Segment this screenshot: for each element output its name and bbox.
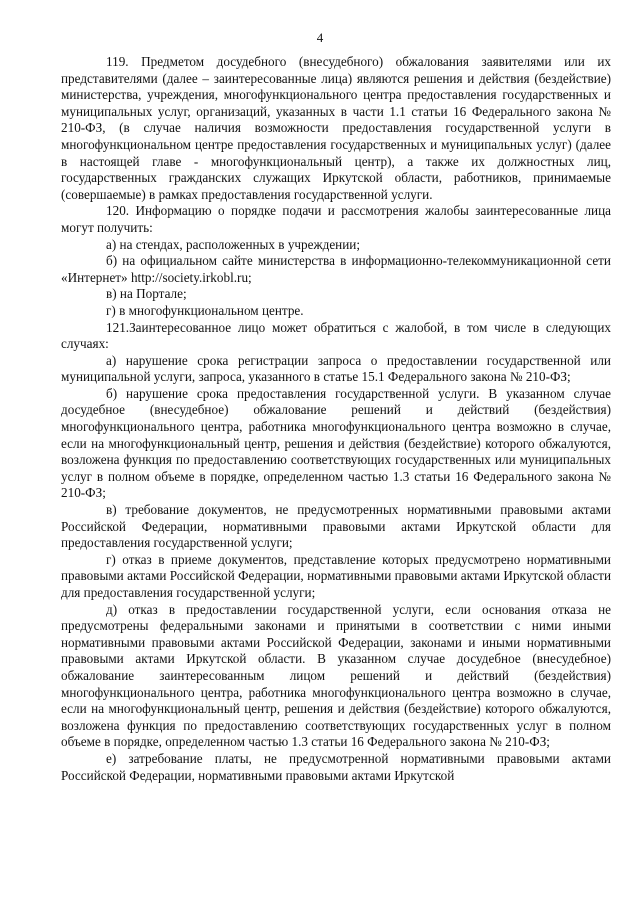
paragraph-121: 121.Заинтересованное лицо может обратиться с жалобой, в том числе в следующих случаях: (61, 319, 611, 352)
list-item-120-g: г) в многофункциональном центре. (106, 302, 304, 318)
list-item-121-a: а) нарушение срока регистрации запроса о предоставлении государственной или муниципальной услуги, запроса, указанного в статье 15.1 Федерального закона № 210-ФЗ; (61, 352, 611, 385)
list-item-121-b: б) нарушение срока предоставления государственной услуги. В указанном случае досудебное (внесудебное) обжалование решений и действий (бездействия) многофункционального центра, работника многофункционального центра возможно в случае, если на многофункциональный центр, решения и действия (бездействие) которого обжалуются, возложена функция по предоставлению соответствующих государственных или муниципальных услуг в полном объеме в порядке, определенном частью 1.3 статьи 16 Федерального закона № 210-ФЗ; (61, 385, 611, 501)
paragraph-120: 120. Информацию о порядке подачи и рассмотрения жалобы заинтересованные лица могут получить: (61, 203, 611, 235)
list-item-120-v: в) на Портале; (106, 286, 187, 302)
list-item-121-g: г) отказ в приеме документов, представление которых предусмотрено нормативными правовыми актами Российской Федерации, нормативными правовыми актами Иркутской области для предоставления государственной услуги; (61, 551, 611, 600)
list-item-121-v: в) требование документов, не предусмотренных нормативными правовыми актами Российской Федерации, нормативными правовыми актами Иркутской области для предоставления государственной услуги; (61, 502, 611, 551)
page-number: 4 (316, 30, 324, 45)
paragraph-119: 119. Предметом досудебного (внесудебного) обжалования заявителями или их представителями (далее – заинтересованные лица) являются решения и действия (бездействие) министерства, учреждения, многофункционального центра предоставления государственных и муниципальных услуг, организаций, указанных в части 1.1 статьи 16 Федерального закона № 210-ФЗ, (в случае наличия возможности предоставления государственной услуги в многофункциональном центре предоставления государственных и муниципальных услуг) (далее в настоящей главе - многофункциональный центр), а также их должностных лиц, государственных гражданских служащих Иркутской области, работников, принимаемые (совершаемые) в рамках предоставления государственной услуги. (61, 54, 611, 202)
list-item-121-d: д) отказ в предоставлении государственной услуги, если основания отказа не предусмотрены федеральными законами и принятыми в соответствии с ними иными нормативными правовыми актами Российской Федерации, законами и иными нормативными правовыми актами Иркутской области. В указанном случае досудебное (внесудебное) обжалование заинтересованным лицом решений и действий (бездействия) многофункционального центра, работника многофункционального центра возможно в случае, если на многофункциональный центр, решения и действия (бездействие) которого обжалуются, возложена функция по предоставлению соответствующих государственных услуг в полном объеме в порядке, определенном частью 1.3 статьи 16 Федерального закона № 210-ФЗ; (61, 601, 611, 750)
list-item-120-b: б) на официальном сайте министерства в информационно-телекоммуникационной сети «Интернет» http://society.irkobl.ru; (61, 253, 611, 285)
list-item-121-e: е) затребование платы, не предусмотренной нормативными правовыми актами Российской Федерации, нормативными правовыми актами Иркутской (61, 750, 611, 783)
list-item-120-a: а) на стендах, расположенных в учреждении; (106, 236, 361, 252)
document-body (61, 54, 611, 784)
